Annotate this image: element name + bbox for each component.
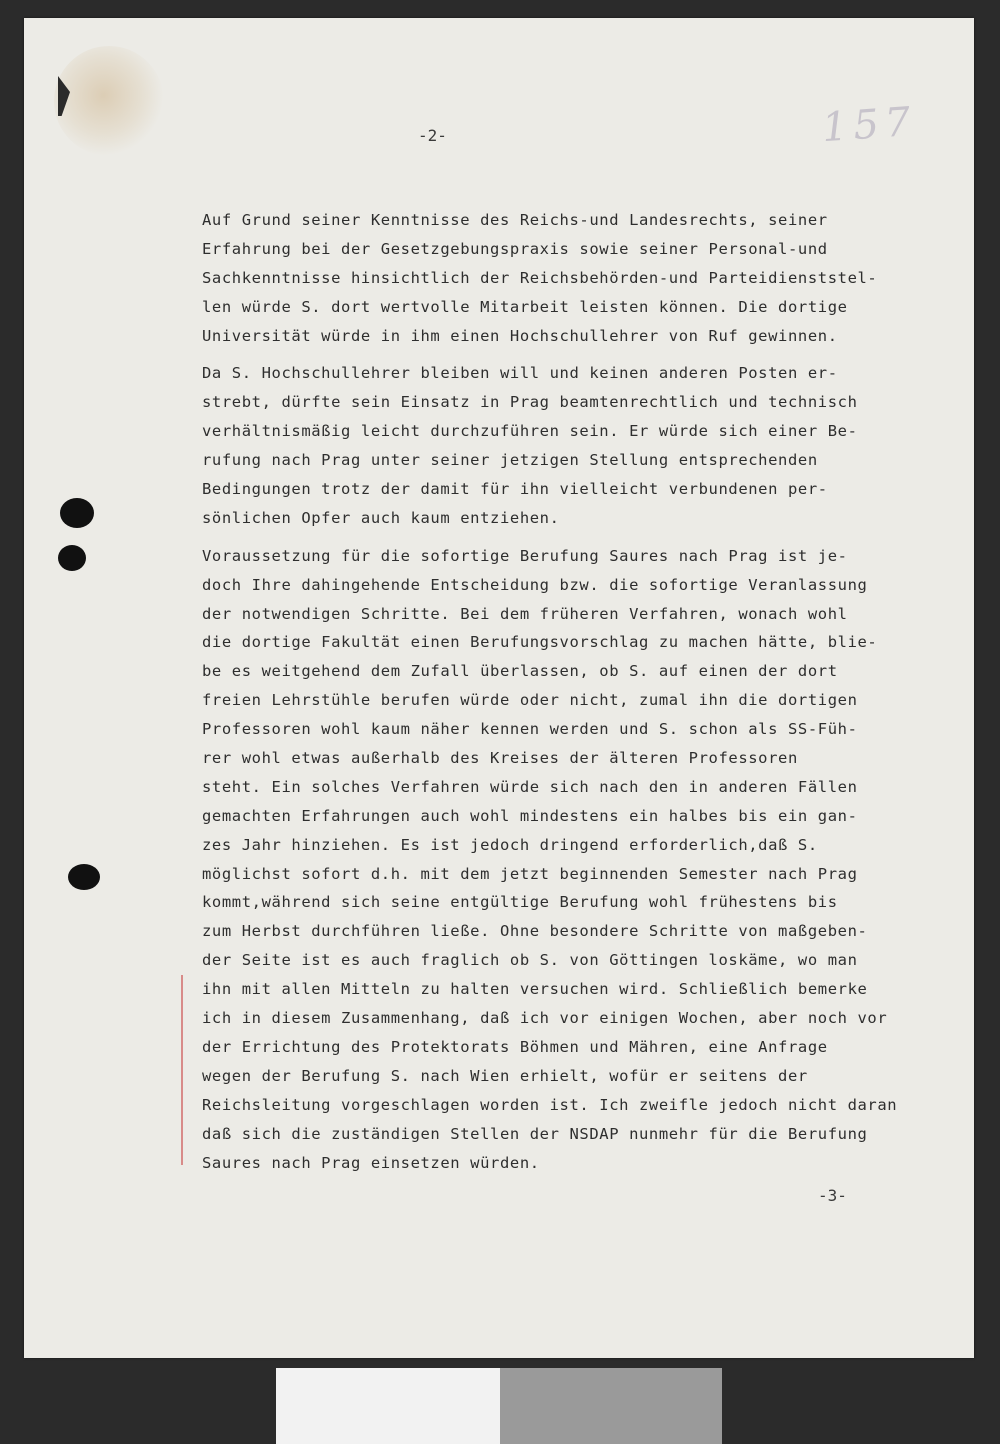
margin-mark — [181, 975, 183, 1165]
text-line: ich in diesem Zusammenhang, daß ich vor einigen Wochen, aber noch vor — [202, 1009, 888, 1028]
body-text — [202, 206, 962, 1186]
text-line: Auf Grund seiner Kenntnisse des Reichs-und Landesrechts, seiner — [202, 211, 828, 229]
text-line: ihn mit allen Mitteln zu halten versuchen wird. Schließlich bemerke — [202, 980, 868, 999]
text-line: be es weitgehend dem Zufall überlassen, ob S. auf einen der dort — [202, 662, 838, 681]
text-line: Bedingungen trotz der damit für ihn vielleicht verbundenen per- — [202, 480, 828, 499]
water-stain — [54, 46, 164, 156]
text-line: der Seite ist es auch fraglich ob S. von Göttingen loskäme, wo man — [202, 951, 858, 970]
paragraph-2 — [202, 359, 962, 532]
text-line: len würde S. dort wertvolle Mitarbeit leisten können. Die dortige — [202, 297, 848, 316]
text-line: gemachten Erfahrungen auch wohl mindestens ein halbes bis ein gan- — [202, 806, 858, 825]
text-line: Da S. Hochschullehrer bleiben will und keinen anderen Posten er- — [202, 364, 838, 383]
text-line: Voraussetzung für die sofortige Berufung Saures nach Prag ist je- — [202, 546, 848, 565]
text-line: wegen der Berufung S. nach Wien erhielt, wofür er seitens der — [202, 1066, 808, 1085]
text-line: Professoren wohl kaum näher kennen werden und S. schon als SS-Füh- — [202, 720, 858, 739]
text-line: verhältnismäßig leicht durchzuführen sein. Er würde sich einer Be- — [202, 422, 858, 441]
text-line: Reichsleitung vorgeschlagen worden ist. Ich zweifle jedoch nicht daran — [202, 1095, 898, 1114]
color-calibration-gray — [500, 1368, 722, 1444]
text-line: Saures nach Prag einsetzen würden. — [202, 1153, 540, 1172]
punch-hole-3 — [68, 864, 100, 890]
paragraph-3 — [202, 542, 962, 1178]
text-line: kommt,während sich seine entgültige Berufung wohl frühestens bis — [202, 893, 838, 912]
color-calibration-white — [276, 1368, 500, 1444]
text-line: steht. Ein solches Verfahren würde sich nach den in anderen Fällen — [202, 777, 858, 796]
punch-hole-2 — [58, 545, 86, 571]
text-line: der Errichtung des Protektorats Böhmen und Mähren, eine Anfrage — [202, 1037, 828, 1056]
text-line: rufung nach Prag unter seiner jetzigen Stellung entsprechenden — [202, 451, 818, 470]
text-line: die dortige Fakultät einen Berufungsvorschlag zu machen hätte, blie- — [202, 633, 878, 652]
page-number-bottom: -3- — [818, 1186, 847, 1205]
text-line: Erfahrung bei der Gesetzgebungspraxis sowie seiner Personal-und — [202, 239, 828, 258]
folio-number: 157 — [820, 98, 918, 152]
punch-hole-1 — [60, 498, 94, 528]
text-line: doch Ihre dahingehende Entscheidung bzw. die sofortige Veranlassung — [202, 575, 868, 594]
text-line: der notwendigen Schritte. Bei dem früheren Verfahren, wonach wohl — [202, 604, 848, 623]
text-line: daß sich die zuständigen Stellen der NSDAP nunmehr für die Berufung — [202, 1124, 868, 1143]
paragraph-1 — [202, 206, 962, 350]
text-line: freien Lehrstühle berufen würde oder nicht, zumal ihn die dortigen — [202, 691, 858, 710]
text-line: sönlichen Opfer auch kaum entziehen. — [202, 508, 560, 527]
text-line: zum Herbst durchführen ließe. Ohne besondere Schritte von maßgeben- — [202, 922, 868, 941]
text-line: strebt, dürfte sein Einsatz in Prag beamtenrechtlich und technisch — [202, 393, 858, 412]
text-line: Sachkenntnisse hinsichtlich der Reichsbehörden-und Parteidienststel- — [202, 268, 878, 287]
text-line: zes Jahr hinziehen. Es ist jedoch dringend erforderlich,daß S. — [202, 835, 818, 854]
text-line: rer wohl etwas außerhalb des Kreises der älteren Professoren — [202, 749, 798, 768]
text-line: Universität würde in ihm einen Hochschullehrer von Ruf gewinnen. — [202, 326, 838, 345]
page-number-top: -2- — [418, 126, 447, 145]
text-line: möglichst sofort d.h. mit dem jetzt beginnenden Semester nach Prag — [202, 864, 858, 883]
